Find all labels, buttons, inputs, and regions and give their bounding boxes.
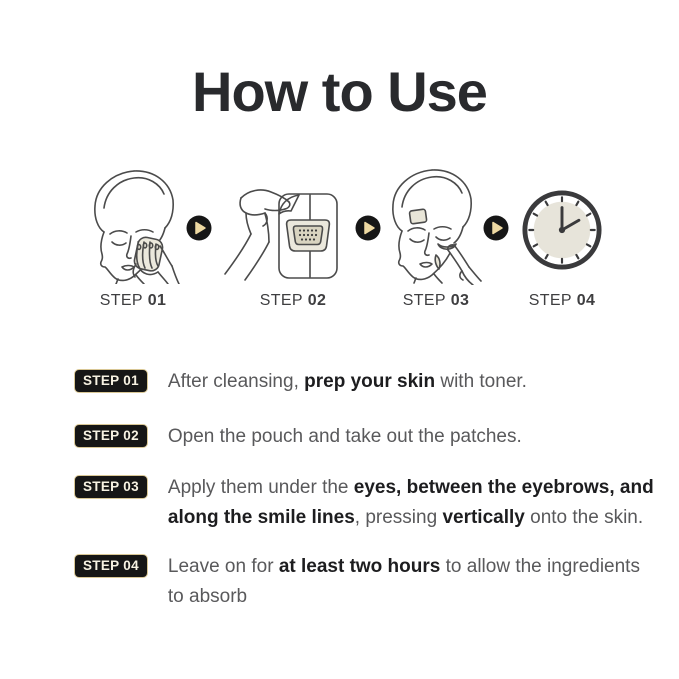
instruction-text-step-04: Leave on for at least two hours to allow the ingredients to absorb: [167, 556, 640, 607]
play-triangle-right-icon: [483, 215, 509, 241]
play-triangle-right-icon: [355, 215, 381, 241]
instruction-text-step-01: After cleansing, prep your skin with toner.: [167, 371, 527, 392]
step-label-04: STEP 04: [528, 292, 596, 309]
step-01-badge: STEP 01: [74, 369, 148, 393]
clock-two-hours-icon: [521, 189, 603, 271]
face-with-toner-pad-icon: [84, 168, 182, 284]
step-label-03: STEP 03: [402, 292, 470, 309]
instruction-text-step-03: Apply them under the eyes, between the eyebrows, and along the smile lines, pressing vertically onto the skin.: [167, 477, 654, 528]
step-04-badge: STEP 04: [74, 554, 148, 578]
hand-opening-pouch-icon: [221, 184, 343, 282]
step-02-badge: STEP 02: [74, 424, 148, 448]
instruction-row-step-01: [74, 367, 527, 397]
play-triangle-right-icon: [186, 215, 212, 241]
instruction-row-step-02: [74, 422, 522, 452]
instruction-text-step-02: Open the pouch and take out the patches.: [167, 426, 522, 447]
instruction-row-step-04: [74, 552, 640, 612]
face-applying-patches-icon: [380, 167, 482, 285]
page-title: How to Use: [192, 60, 487, 123]
step-03-badge: STEP 03: [74, 475, 148, 499]
step-label-01: STEP 01: [99, 292, 167, 309]
step-label-02: STEP 02: [259, 292, 327, 309]
instruction-row-step-03: [74, 473, 654, 533]
